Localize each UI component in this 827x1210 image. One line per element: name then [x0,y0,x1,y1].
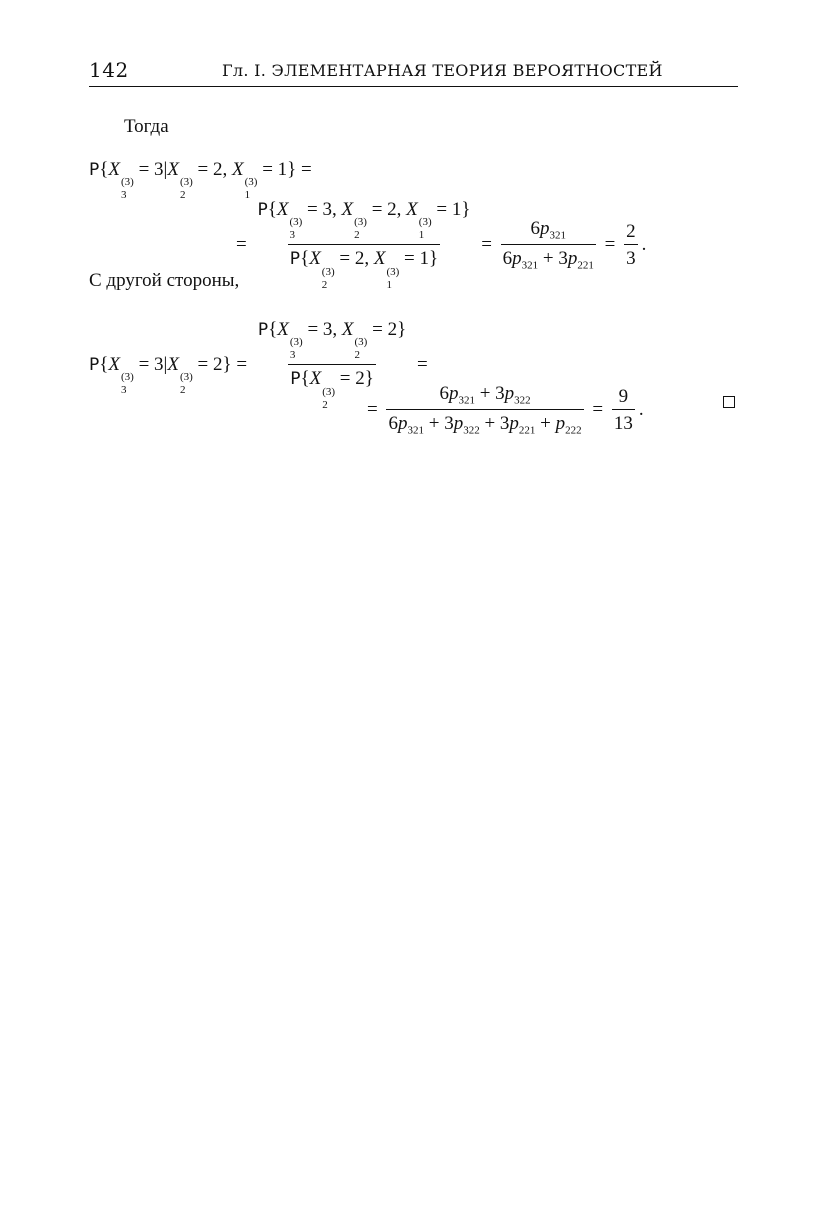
qed-square-icon [723,396,735,408]
equation-2-line-1: P{X (3) 3 = 3|X (3) 2 = 2} = P{X (3) 3 = 3, X (3) 2 = 2} P{X (3) 2 = 2} = [89,319,428,411]
p-ratio-fraction: $\frac{6p_{321}}{6p_{321} + 3p_{221}}$ [502,218,594,272]
equation-1-line-1: P{X (3) 3 = 3|X (3) 2 = 2, X (3) 1 = 1} = [89,159,312,202]
header-rule [89,86,738,87]
conditional-fraction-2: P{X (3) 3 = 3, X (3) 2 = 2} P{X (3) 2 = 2} [257,319,407,411]
result-nine-thirteenths: $\frac{9}{13}$ [613,386,633,435]
running-title: Гл. I. ЭЛЕМЕНТАРНАЯ ТЕОРИЯ ВЕРОЯТНОСТЕЙ [222,61,663,80]
equation-1-line-2: = P{X (3) 3 = 3, X (3) 2 = 2, X (3) 1 = 1} P{X (3) 2 = 2, X (3) 1 = 1} = $\frac{6p_{321}}{6p_{321} + 3p_{221}}$ = $\frac{2}{3}$ . [236,199,647,291]
page-number: 142 [89,58,129,82]
equation-2-line-2: = $\frac{6p_{321} + 3p_{322}}{6p_{321} + 3p_{322} + 3p_{221} + p_{222}}$ = $\frac{9}{13}$ . [367,383,644,437]
result-two-thirds: $\frac{2}{3}$ [626,221,636,270]
prob-symbol: P [89,160,100,180]
other-side-text: С другой стороны, [89,270,240,291]
intro-word: Тогда [124,116,169,137]
p-ratio-fraction-2: $\frac{6p_{321} + 3p_{322}}{6p_{321} + 3p_{322} + 3p_{221} + p_{222}}$ [388,383,582,437]
conditional-fraction: P{X (3) 3 = 3, X (3) 2 = 2, X (3) 1 = 1} P{X (3) 2 = 2, X (3) 1 = 1} [257,199,471,291]
